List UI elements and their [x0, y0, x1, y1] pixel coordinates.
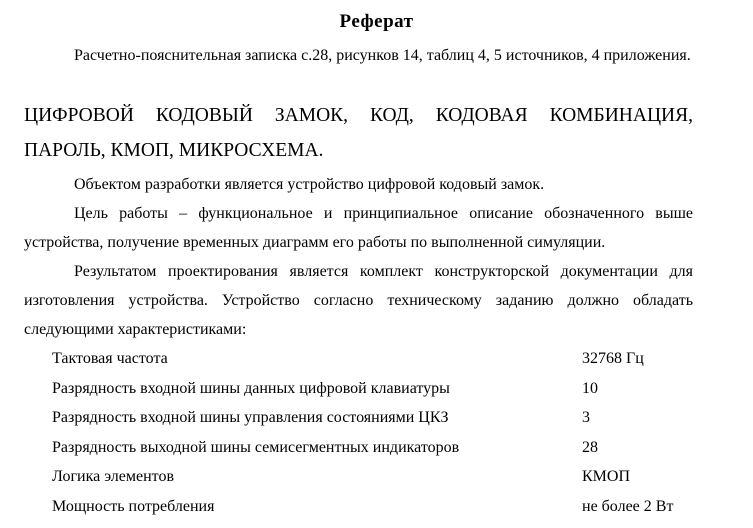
- spec-row: [52, 433, 712, 463]
- spec-name: Разрядность входной шины данных цифровой клавиатуры: [52, 379, 450, 397]
- keywords-paragraph: ЦИФРОВОЙ КОДОВЫЙ ЗАМОК, КОД, КОДОВАЯ КОМБИНАЦИЯ, ПАРОЛЬ, КМОП, МИКРОСХЕМА.: [24, 105, 693, 161]
- spec-value: 10: [582, 379, 598, 397]
- object-paragraph: Объектом разработки является устройство цифровой кодовый замок.: [74, 176, 545, 193]
- spec-value: не более 2 Вт: [582, 497, 674, 515]
- result-paragraph: Результатом проектирования является комплект конструкторской документации для изготовления устройства. Устройство согласно техническому заданию должно обладать следующими характеристиками:: [24, 263, 693, 338]
- spec-row: [52, 403, 712, 433]
- spec-value: КМОП: [582, 468, 631, 485]
- spec-name: Мощность потребления: [52, 497, 215, 515]
- spec-row: [52, 374, 712, 404]
- specification-list: [52, 344, 712, 521]
- spec-value: 3: [582, 409, 590, 426]
- spec-name: Логика элементов: [52, 468, 174, 485]
- summary-paragraph: Расчетно-пояснительная записка с.28, рисунков 14, таблиц 4, 5 источников, 4 приложения.: [74, 47, 691, 64]
- spec-row: [52, 344, 712, 374]
- spec-name: Разрядность входной шины управления состояниями ЦКЗ: [52, 409, 449, 426]
- spec-name: Тактовая частота: [52, 350, 168, 367]
- spec-value: 28: [582, 438, 598, 456]
- goal-paragraph: Цель работы – функциональное и принципиальное описание обозначенного выше устройства, получение временных диаграмм его работы по выполненной симуляции.: [24, 205, 693, 251]
- spec-row: [52, 462, 712, 492]
- spec-name: Разрядность выходной шины семисегментных индикаторов: [52, 438, 460, 456]
- spec-row: [52, 492, 712, 522]
- spec-value: 32768 Гц: [582, 350, 644, 367]
- page-title: Реферат: [339, 11, 414, 32]
